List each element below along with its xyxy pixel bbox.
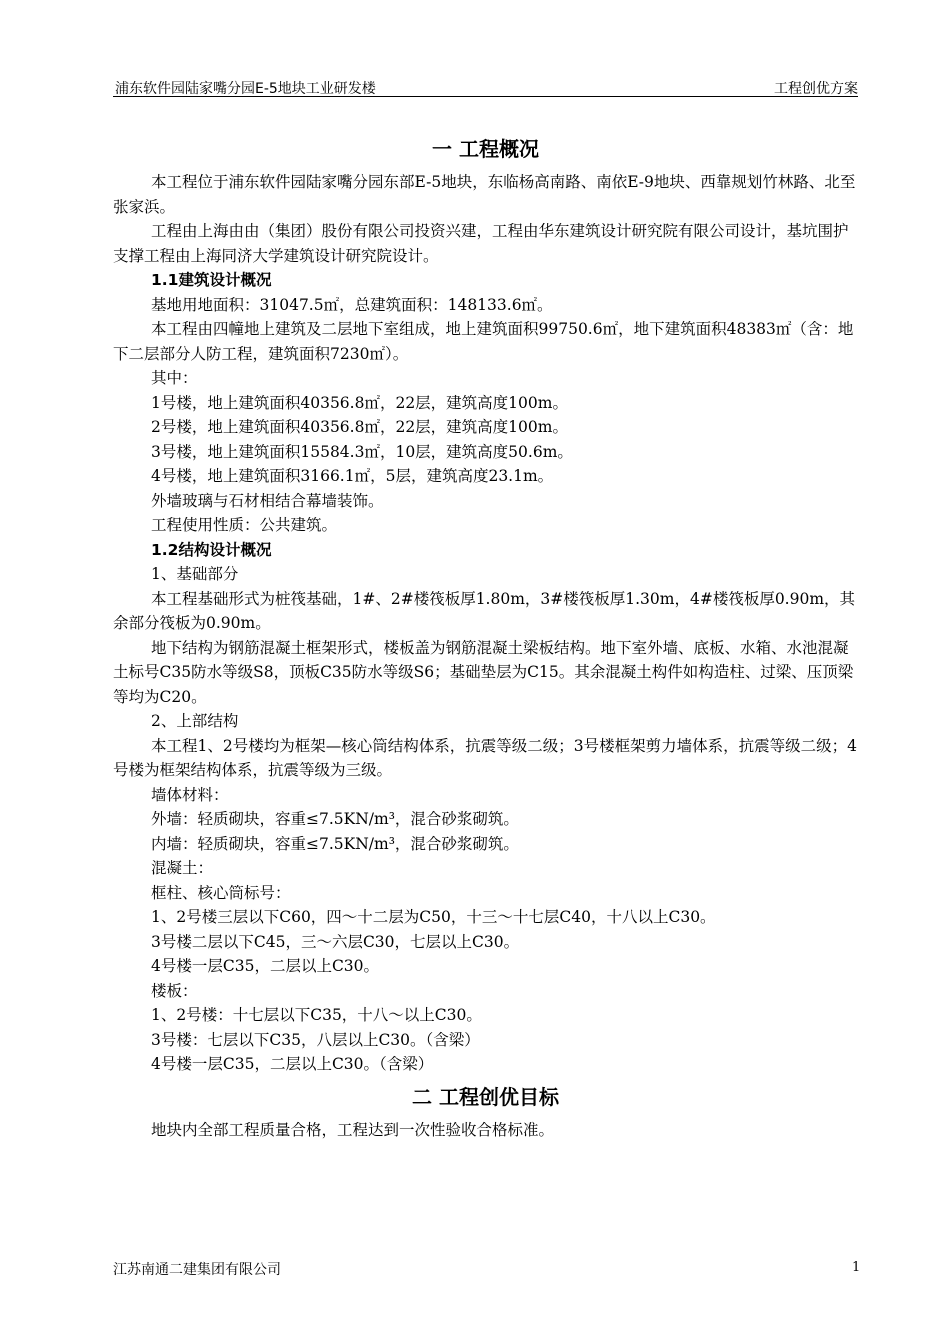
paragraph-building-3: 3号楼，地上建筑面积15584.3㎡，10层，建筑高度50.6m。 [151,442,573,461]
paragraph-among: 其中： [151,369,198,387]
subsection-1-1-title: 1.1建筑设计概况 [151,271,272,289]
paragraph-building-2: 2号楼，地上建筑面积40356.8㎡，22层，建筑高度100m。 [151,418,568,436]
header-project-title: 浦东软件园陆家嘴分园E-5地块工业研发楼 [115,81,376,97]
paragraph-usage: 工程使用性质：公共建筑。 [151,516,338,534]
paragraph-slab: 楼板： [151,981,198,1000]
paragraph-building-4: 4号楼，地上建筑面积3166.1㎡，5层，建筑高度23.1m。 [151,467,554,485]
paragraph-concrete: 混凝土： [151,859,214,877]
subsection-1-2-title: 1.2结构设计概况 [151,540,272,559]
paragraph-column-b12: 1、2号楼三层以下C60，四～十二层为C50，十三～十七层C40，十八以上C30。 [151,908,716,926]
paragraph-building-1: 1号楼，地上建筑面积40356.8㎡，22层，建筑高度100m。 [151,393,568,412]
footer-company: 江苏南通二建集团有限公司 [113,1262,281,1278]
paragraph-location: 本工程位于浦东软件园陆家嘴分园东部E-5地块，东临杨高南路、南依E-9地块、西靠规划竹林路、北至张家浜。 [113,173,856,216]
paragraph-foundation-heading: 1、基础部分 [151,565,239,583]
header-document-type: 工程创优方案 [774,81,858,97]
paragraph-exterior-wall: 外墙：轻质砌块，容重≤7.5KN/m³，混合砂浆砌筑。 [151,810,519,828]
section-1-title: 一 工程概况 [432,137,539,161]
paragraph-column-b4: 4号楼一层C35，二层以上C30。 [151,957,380,975]
paragraph-interior-wall: 内墙：轻质砌块，容重≤7.5KN/m³，混合砂浆砌筑。 [151,834,519,853]
paragraph-wall-material: 墙体材料： [151,785,229,804]
paragraph-structure-system: 本工程1、2号楼均为框架—核心筒结构体系，抗震等级二级；3号楼框架剪力墙体系，抗震等级二级；4号楼为框架结构体系，抗震等级为三级。 [113,736,857,779]
document-body [113,135,858,1142]
paragraph-superstructure-heading: 2、上部结构 [151,712,239,730]
paragraph-foundation: 本工程基础形式为桩筏基础，1#、2#楼筏板厚1.80m，3#楼筏板厚1.30m，4#楼筏板厚0.90m，其余部分筏板为0.90m。 [113,589,856,632]
paragraph-parties: 工程由上海由由（集团）股份有限公司投资兴建，工程由华东建筑设计研究院有限公司设计，基坑围护支撑工程由上海同济大学建筑设计研究院设计。 [113,222,849,265]
paragraph-facade: 外墙玻璃与石材相结合幕墙装饰。 [151,491,384,510]
paragraph-slab-b4: 4号楼一层C35，二层以上C30。（含梁） [151,1055,434,1073]
paragraph-column-b3: 3号楼二层以下C45，三～六层C30，七层以上C30。 [151,932,520,951]
paragraph-composition: 本工程由四幢地上建筑及二层地下室组成，地上建筑面积99750.6㎡，地下建筑面积48383㎡（含：地下二层部分人防工程，建筑面积7230㎡）。 [113,320,854,363]
paragraph-slab-b3: 3号楼：七层以下C35，八层以上C30。（含梁） [151,1030,480,1049]
paragraph-column-grade: 框柱、核心筒标号： [151,883,291,902]
page-number: 1 [852,1260,861,1275]
paragraph-land-area: 基地用地面积：31047.5㎡，总建筑面积：148133.6㎡。 [151,295,553,314]
paragraph-underground: 地下结构为钢筋混凝土框架形式，楼板盖为钢筋混凝土梁板结构。地下室外墙、底板、水箱、水池混凝土标号C35防水等级S8，顶板C35防水等级S6；基础垫层为C15。其余混凝土构件如构造柱、过梁、压顶梁等均为C20。 [113,638,854,706]
page-header [113,78,858,97]
paragraph-quality-goal: 地块内全部工程质量合格，工程达到一次性验收合格标准。 [151,1120,555,1139]
paragraph-slab-b12: 1、2号楼：十七层以下C35，十八～以上C30。 [151,1006,482,1024]
section-2-title: 二 工程创优目标 [412,1084,559,1109]
